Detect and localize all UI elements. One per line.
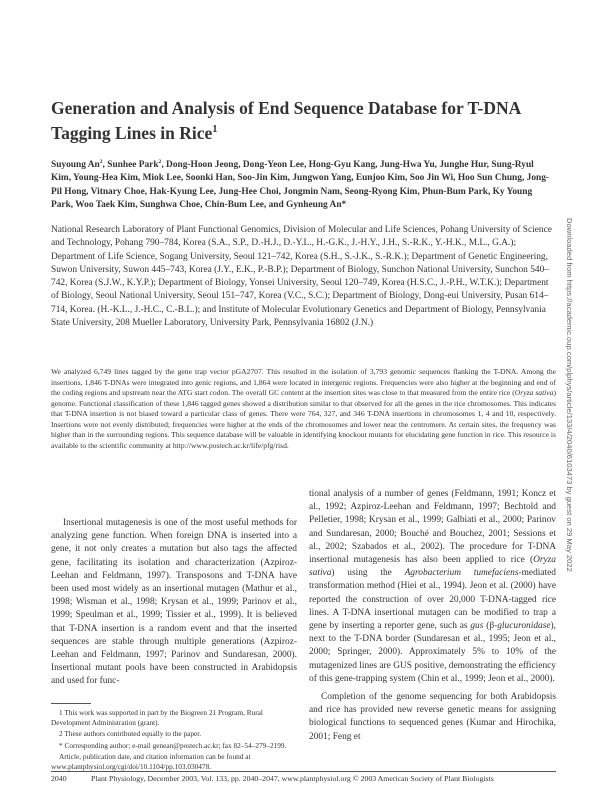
journal-citation: Plant Physiology, December 2003, Vol. 133, pp. 2040–2047, www.plantphysiol.org © 2003 American Society of Plant Biologists [91,774,494,783]
footnote-rule [51,703,91,704]
footer-rule [51,771,556,772]
title-footnote-marker: 1 [212,124,218,135]
body-paragraph: Completion of the genome sequencing for both Arabidopsis and rice has provided new reverse genetic means for assigning biological functions to sequenced genes (Kumar and Hirochika, 2001; Feng et [309,692,556,742]
affiliations: National Research Laboratory of Plant Functional Genomics, Division of Molecular and Life Sciences, Pohang University of Science and Technology, Pohang 790–784, Korea (S.A., S.P., D.-H.J., D.-Y.L., H.-G.K., J.-H.Y., J.H., S.-R.K., Y.-H.K., M.L., G.A.); Department of Life Science, Sogang University, Seoul 121–742, Korea (S.H., S.-J.K., S.-R.K.); Department of Genetic Engineering, Suwon University, Suwon 445–743, Korea (J.Y., E.K., P.-B.P.); Department of Biology, Sunchon National University, Sunchon 540–742, Korea (S.J.W., K.Y.P.); Department of Biology, Yonsei University, Seoul 120–749, Korea (H.S.C., J.-P.H., W.T.K.); Department of Biology, Seoul National University, Seoul 151–747, Korea (V.C., S.C.); Department of Biology, Dong-eui University, Pusan 614–714, Korea. (H.-K.L., J.-H.C., C.-B.L.); and Institute of Molecular Evolutionary Genetics and Department of Biology, Pennsylvania State University, 208 Mueller Laboratory, University Park, Pennsylvania 16802 (J.N.) [51,225,552,329]
download-watermark [563,218,577,618]
author-list: Suyoung An$^2$, Sunhee Park$^2$, Dong-Hoon Jeong, Dong-Yeon Lee, Hong-Gyu Kang, Jung-Hwa Yu, Junghe Hur, Sung-Ryul Kim, Young-Hea Kim, Miok Lee, Soonki Han, Soo-Jin Kim, Jungwon Yang, Eunjoo Kim, Soo Jin Wi, Hoo Sun Chung, Jong-Pil Hong, Vitnary Choe, Hak-Kyung Lee, Jung-Hee Choi, Jongmin Nam, Seong-Ryong Kim, Phun-Bum Park, Ky Young Park, Woo Taek Kim, Sunghwa Choe, Chin-Bum Lee, and Gynheung An* [51,159,550,211]
footnote-funding: 1 This work was supported in part by the Biogreen 21 Program, Rural Development Administration (grant). [51,708,263,728]
body-column-left [51,517,297,689]
article-title [51,97,521,144]
download-watermark-text: Downloaded from https://academic.oup.com/plphys/article/133/4/2040/6103473 by guest on 29 May 2022 [565,218,574,572]
body-paragraph: tional analysis of a number of genes (Feldmann, 1991; Koncz et al., 1992; Azpiroz-Leehan and Feldmann, 1997; Bechtold and Pelletier, 1998; Krysan et al., 1999; Galbiati et al., 2000; Parinov and Sundaresan, 2000; Bouché and Bouchez, 2001; Sessions et al., 2002; Szabados et al., 2002). The procedure for T-DNA insertional mutagenesis has also been applied to rice (Oryza sativa) using the Agrobacterium tumefaciens-mediated transformation method (Hiei et al., 1994). Jeon et al. (2000) have reported the construction of over 20,000 T-DNA-tagged rice lines. A T-DNA insertional mutagen can be modified to trap a gene by inserting a reporter gene, such as gus (β-glucuronidase), next to the T-DNA border (Sundaresan et al., 1995; Jeon et al., 2000; Springer, 2000). Approximately 5% to 10% of the mutagenized lines are GUS positive, demonstrating the efficiency of this gene-trapping system (Chin et al., 1999; Jeon et al., 2000). [309,489,556,684]
footnote-citation-info: Article, publication date, and citation information can be found at www.plantphysiol.org/cgi/doi/10.1104/pp.103.030478. [51,751,251,772]
abstract: We analyzed 6,749 lines tagged by the gene trap vector pGA2707. This resulted in the isolation of 3,793 genomic sequences flanking the T-DNA. Among the insertions, 1,846 T-DNAs were integrated into genic regions, and 1,864 were located in intergenic regions. Frequencies were also higher at the beginning and end of the coding regions and upstream near the ATG start codon. The overall GC content at the insertion sites was close to that measured from the entire rice (Oryza sativa) genome. Functional classification of these 1,846 tagged genes showed a distribution similar to that observed for all the genes in the rice chromosomes. This indicates that T-DNA insertion is not biased toward a particular class of genes. There were 764, 327, and 346 T-DNA insertions in chromosomes 1, 4 and 10, respectively. Insertions were not evenly distributed; frequencies were higher at the ends of the chromosomes and lower near the centromere. At certain sites, the frequency was higher than in the surrounding regions. This sequence database will be valuable in identifying knockout mutants for elucidating gene function in rice. This resource is available to the scientific community at http://www.postech.ac.kr/life/pfg/risd. [51,367,556,450]
footnote-equal-contribution: 2 These authors contributed equally to the paper. [59,729,202,739]
footnote-corresponding-author: * Corresponding author; e-mail genean@postech.ac.kr; fax 82–54–279–2199. [59,740,287,750]
body-column-right [309,488,556,744]
page-number: 2040 [51,774,67,783]
footnotes [51,703,297,773]
article-title-text: Generation and Analysis of End Sequence Database for T-DNA Tagging Lines in Rice [51,98,521,143]
body-paragraph: Insertional mutagenesis is one of the most useful methods for analyzing gene function. When foreign DNA is inserted into a gene, it not only creates a mutation but also tags the affected gene, facilitating its isolation and characterization (Azpiroz-Leehan and Feldmann, 1997). Transposons and T-DNA have been used most widely as an insertional mutagen (Mathur et al., 1998; Wisman et al., 1998; Krysan et al., 1999; Parinov et al., 1999; Speulman et al., 1999; Tissier et al., 1999). It is believed that T-DNA insertion is a random event and that the inserted sequences are stable through multiple generations (Azpiroz-Leehan and Feldmann, 1997; Parinov and Sundaresan, 2000). Insertional mutant pools have been constructed in Arabidopsis and used for func- [51,518,297,687]
